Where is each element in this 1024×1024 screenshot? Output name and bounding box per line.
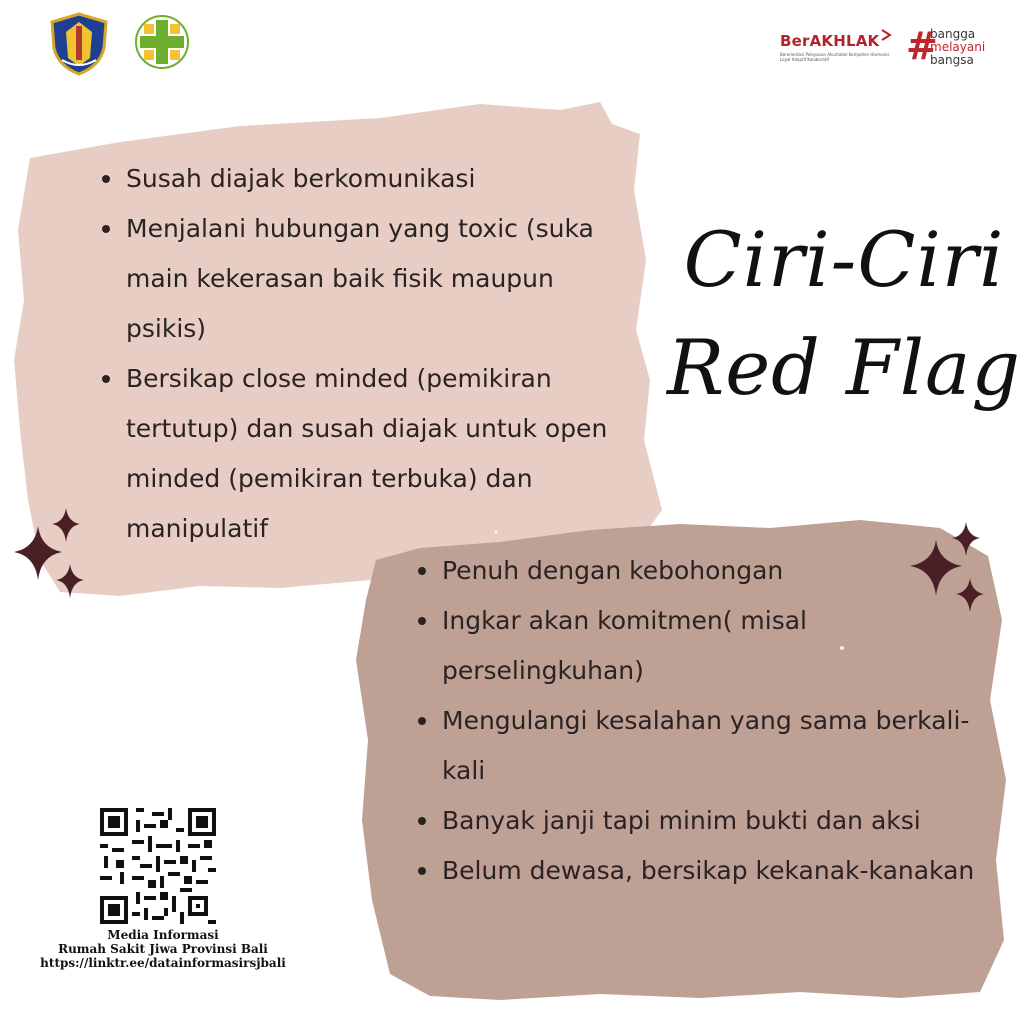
bangga-line-2: melayani bbox=[930, 40, 986, 54]
bali-province-logo bbox=[48, 12, 110, 76]
media-info-footer bbox=[20, 928, 306, 970]
bottom-red-flag-list bbox=[418, 546, 998, 896]
footer-line-2: Rumah Sakit Jiwa Provinsi Bali bbox=[58, 942, 268, 956]
title-line-2: Red Flag bbox=[666, 323, 1021, 412]
list-item: Banyak janji tapi minim bukti dan aksi bbox=[418, 796, 998, 846]
footer-line-1: Media Informasi bbox=[107, 928, 219, 942]
rsj-hospital-logo bbox=[134, 14, 190, 70]
footer-link[interactable]: https://linktr.ee/datainformasirsjbali bbox=[40, 956, 286, 970]
list-item: Susah diajak berkomunikasi bbox=[102, 154, 622, 204]
berakhlak-title: BerAKHLAK bbox=[780, 32, 880, 50]
list-item: Menjalani hubungan yang toxic (suka main kekerasan baik fisik maupun psikis) bbox=[102, 204, 622, 354]
bangga-line-1: bangga bbox=[930, 27, 976, 41]
top-red-flag-list bbox=[102, 154, 622, 554]
bangga-text bbox=[930, 28, 985, 67]
hashtag-icon: # bbox=[906, 24, 938, 68]
berakhlak-tagline: Berorientasi Pelayanan Akuntabel Kompeten Harmonis Loyal Adaptif Kolaboratif bbox=[780, 52, 890, 62]
qr-code[interactable] bbox=[100, 808, 216, 924]
list-item: Belum dewasa, bersikap kekanak-kanakan bbox=[418, 846, 998, 896]
list-item: Ingkar akan komitmen( misal perselingkuhan) bbox=[418, 596, 998, 696]
list-item: Mengulangi kesalahan yang sama berkali-kali bbox=[418, 696, 998, 796]
list-item: Penuh dengan kebohongan bbox=[418, 546, 998, 596]
title-line-1: Ciri-Ciri bbox=[683, 215, 1005, 304]
bangga-line-3: bangsa bbox=[930, 53, 974, 67]
chevron-right-icon bbox=[880, 28, 892, 42]
list-item: Bersikap close minded (pemikiran tertutup) dan susah diajak untuk open minded (pemikiran terbuka) dan manipulatif bbox=[102, 354, 622, 554]
berakhlak-logo bbox=[776, 26, 896, 76]
bangga-melayani-bangsa-logo bbox=[906, 24, 998, 74]
page-title bbox=[664, 206, 1024, 422]
